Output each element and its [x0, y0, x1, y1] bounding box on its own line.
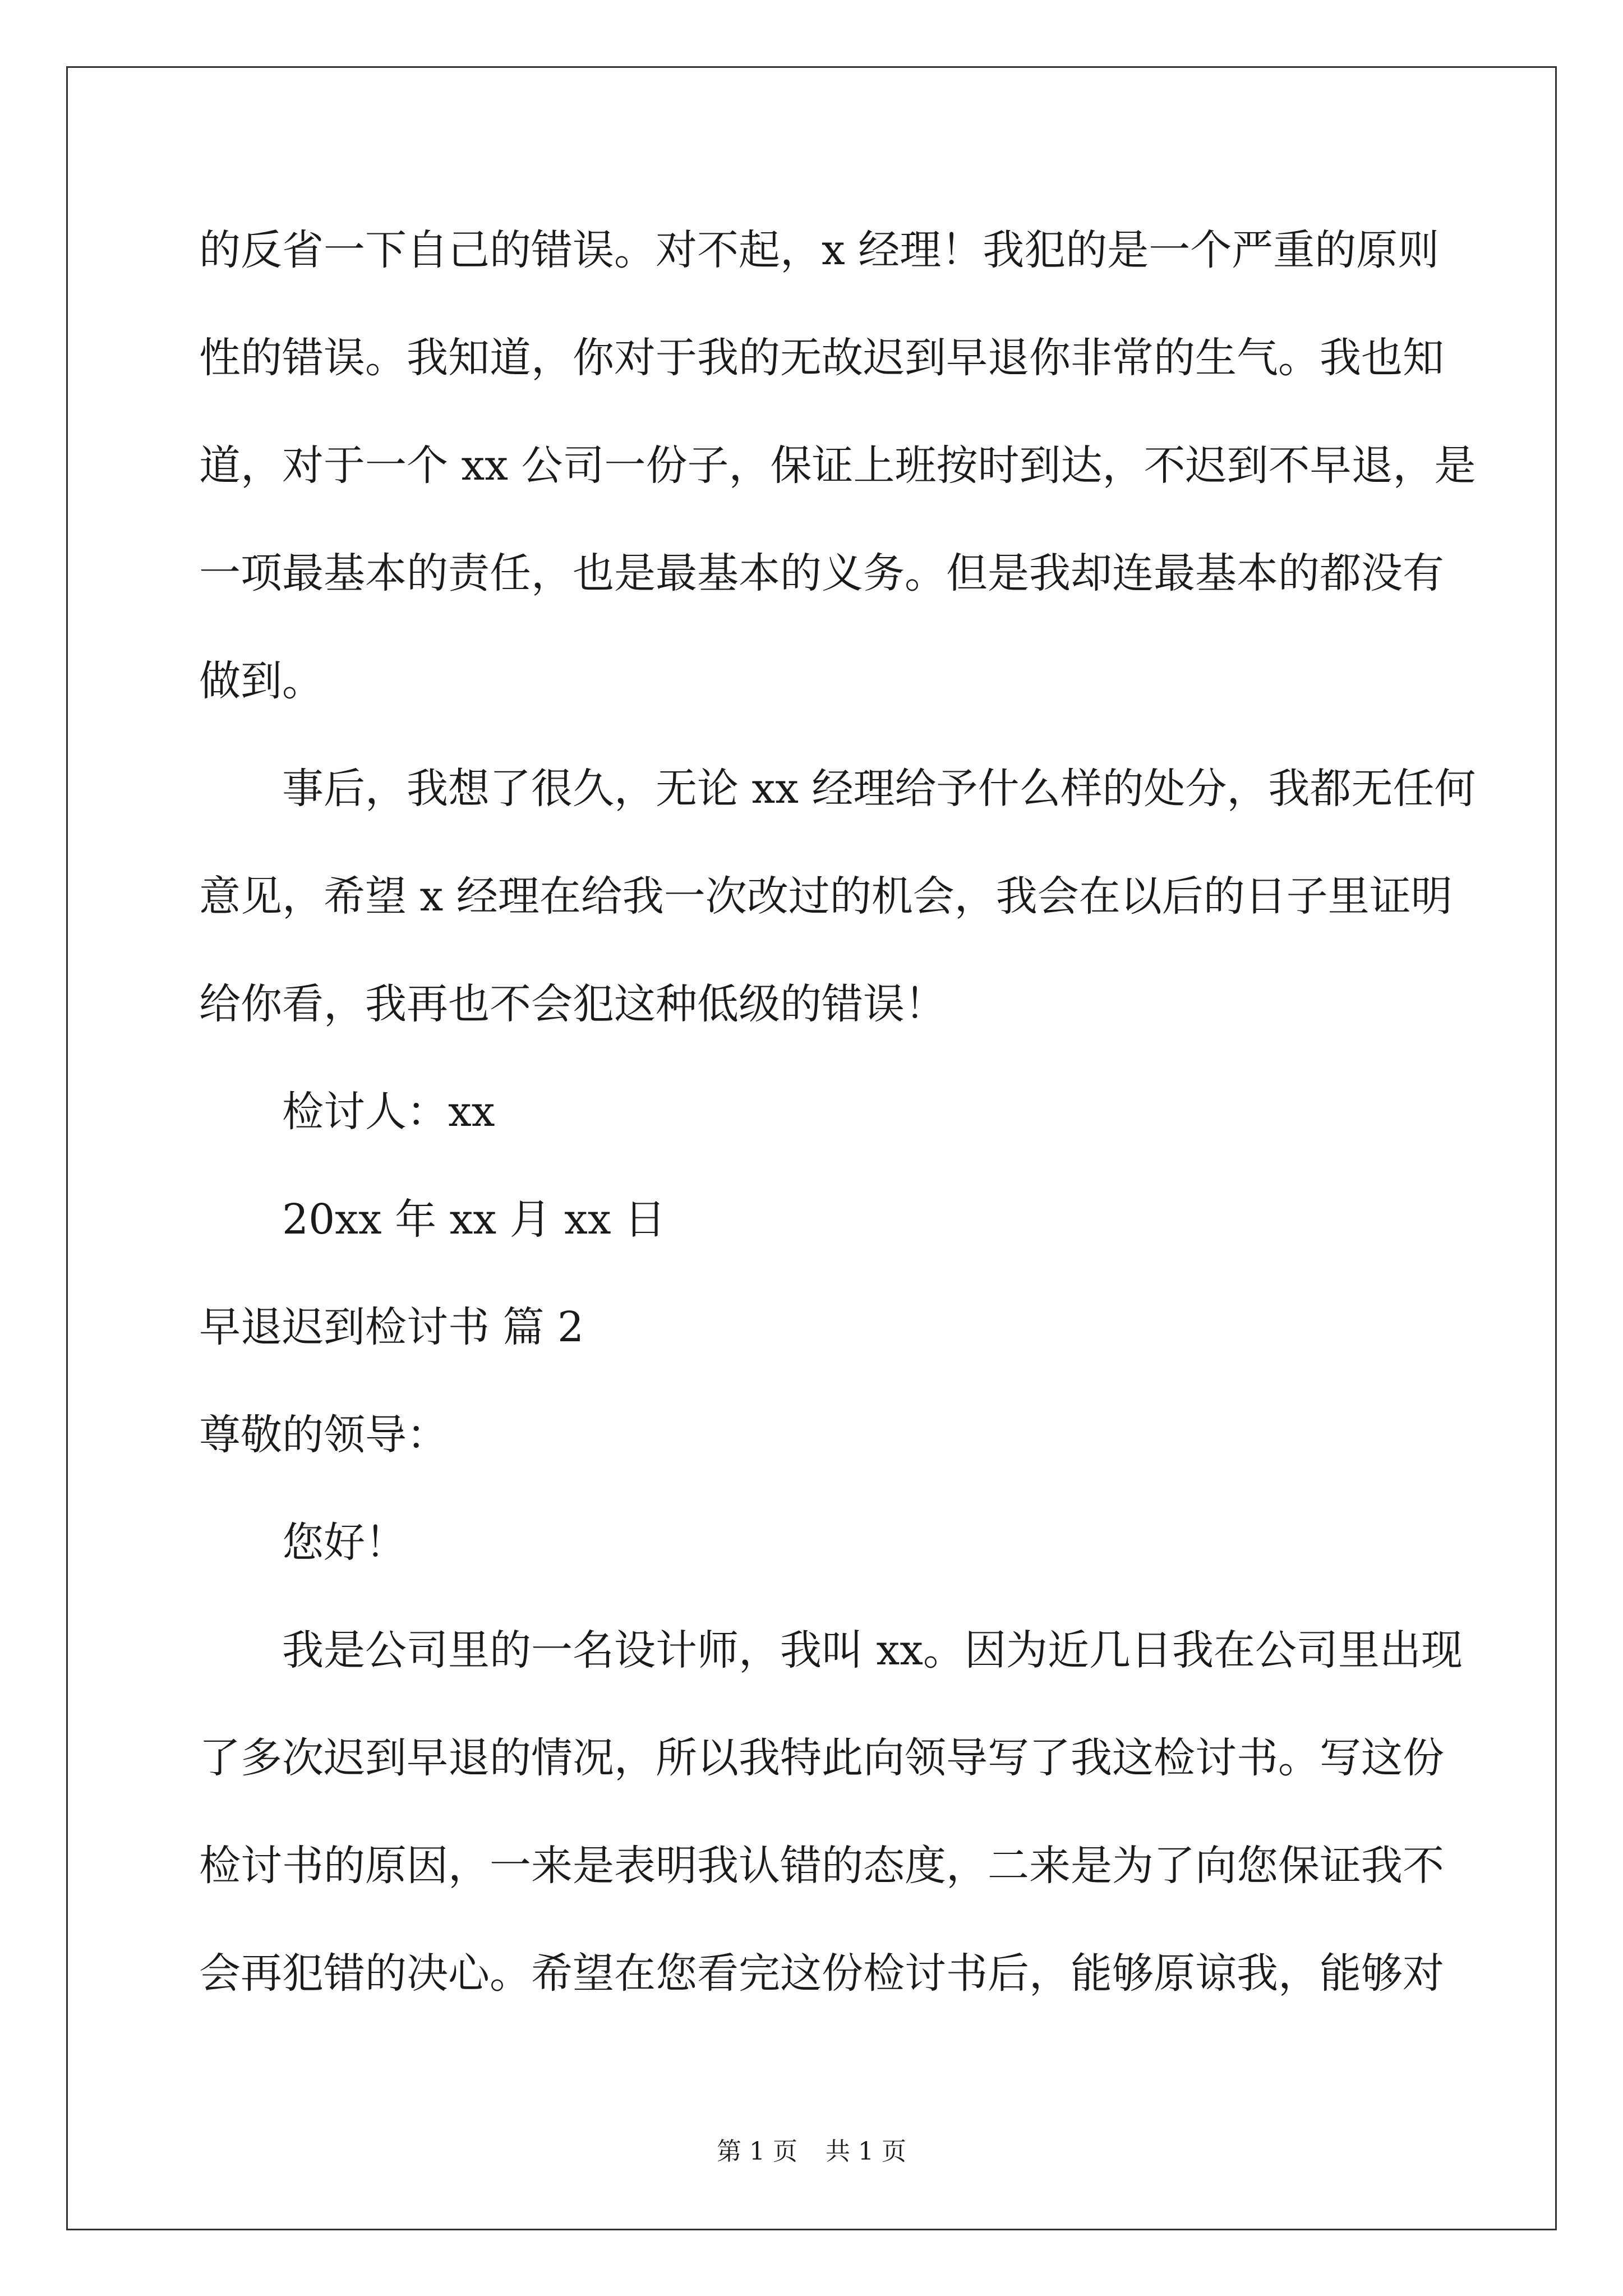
section-heading: 早退迟到检讨书 篇 2: [199, 1303, 584, 1351]
text-line: 我是公司里的一名设计师，我叫 xx。因为近几日我在公司里出现: [282, 1626, 1463, 1674]
salutation: 尊敬的领导：: [199, 1411, 448, 1459]
text-line: 给你看，我再也不会犯这种低级的错误！: [199, 980, 946, 1028]
text-line: 一项最基本的责任，也是最基本的义务。但是我却连最基本的都没有: [199, 549, 1444, 597]
text-line: 做到。: [199, 657, 324, 705]
page-total: 共 1 页: [826, 2137, 906, 2166]
page-footer: [0, 2135, 1623, 2169]
text-line: 事后，我想了很久，无论 xx 经理给予什么样的处分，我都无任何: [282, 765, 1476, 813]
date-line: 20xx 年 xx 月 xx 日: [282, 1195, 666, 1244]
signer-line: 检讨人：xx: [282, 1088, 495, 1136]
page-border: [66, 66, 1557, 2230]
text-line: 意见，希望 x 经理在给我一次改过的机会，我会在以后的日子里证明: [199, 872, 1453, 921]
page-number: 第 1 页: [717, 2137, 797, 2166]
greeting: 您好！: [282, 1519, 407, 1567]
text-line: 会再犯错的决心。希望在您看完这份检讨书后，能够原谅我，能够对: [199, 1949, 1444, 1998]
text-line: 性的错误。我知道，你对于我的无故迟到早退你非常的生气。我也知: [199, 334, 1444, 382]
text-line: 道，对于一个 xx 公司一份子，保证上班按时到达，不迟到不早退，是: [199, 441, 1476, 490]
text-line: 检讨书的原因，一来是表明我认错的态度，二来是为了向您保证我不: [199, 1842, 1444, 1890]
text-line: 的反省一下自己的错误。对不起，x 经理！我犯的是一个严重的原则: [199, 226, 1440, 274]
text-line: 了多次迟到早退的情况，所以我特此向领导写了我这检讨书。写这份: [199, 1734, 1444, 1782]
